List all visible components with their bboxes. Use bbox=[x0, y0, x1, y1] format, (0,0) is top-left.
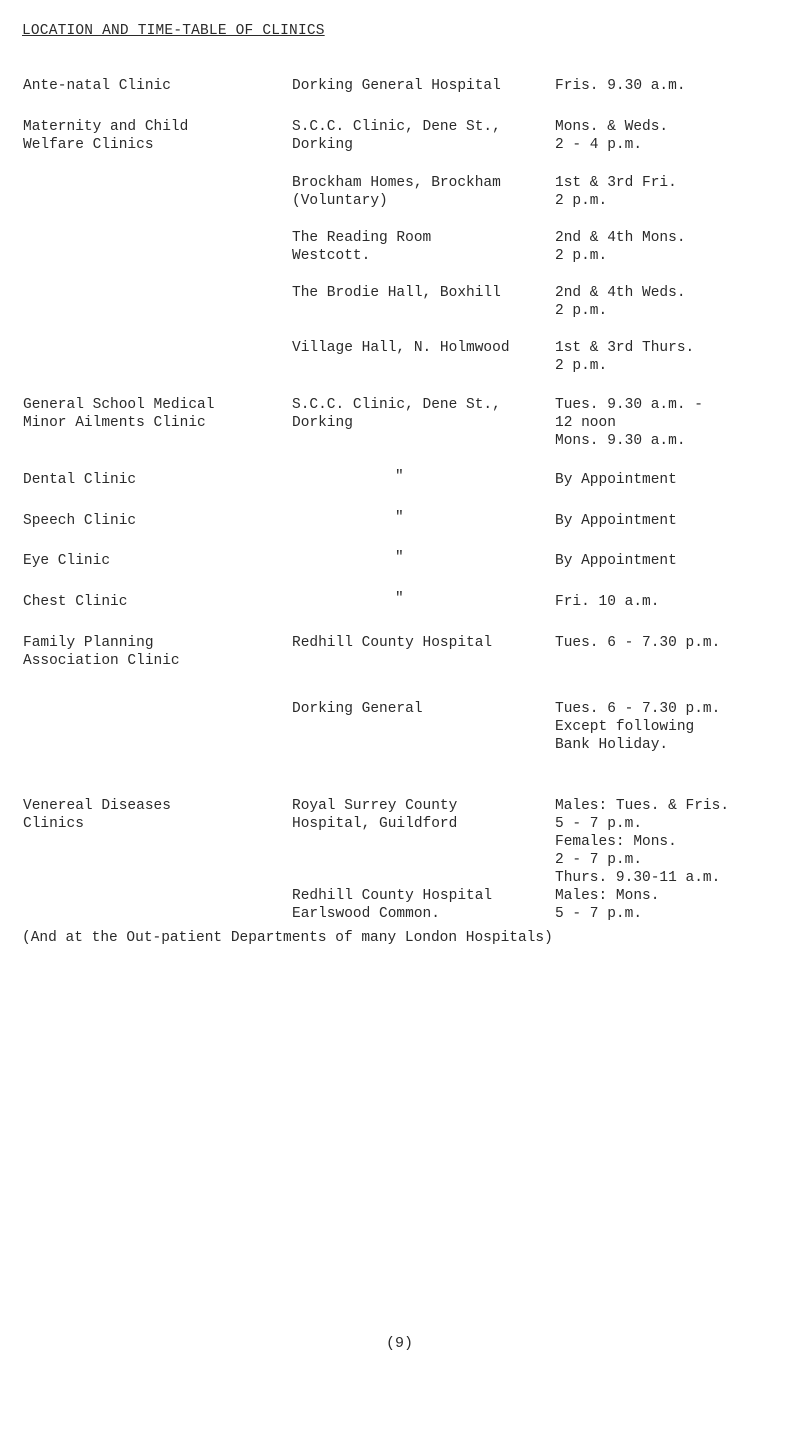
ditto-mark: " bbox=[395, 469, 404, 485]
clinic-time: Mons. & Weds. 2 - 4 p.m. bbox=[555, 119, 669, 153]
ditto-mark: " bbox=[395, 550, 404, 566]
clinic-name: Maternity and Child Welfare Clinics bbox=[23, 119, 189, 153]
clinic-name: Dental Clinic bbox=[23, 472, 137, 488]
clinic-location: S.C.C. Clinic, Dene St., Dorking bbox=[292, 397, 501, 431]
clinic-time: Tues. 9.30 a.m. - 12 noon Mons. 9.30 a.m. bbox=[555, 397, 703, 449]
clinic-location: Dorking General bbox=[292, 701, 423, 717]
clinic-time: Fris. 9.30 a.m. bbox=[555, 78, 686, 94]
clinic-name: Venereal Diseases Clinics bbox=[23, 798, 171, 832]
clinic-time: Tues. 6 - 7.30 p.m. bbox=[555, 635, 721, 651]
page-title: LOCATION AND TIME-TABLE OF CLINICS bbox=[22, 23, 325, 39]
clinic-location: Village Hall, N. Holmwood bbox=[292, 340, 510, 356]
clinic-time: Males: Mons. 5 - 7 p.m. bbox=[555, 888, 660, 922]
clinic-location: Royal Surrey County Hospital, Guildford bbox=[292, 798, 458, 832]
clinic-time: By Appointment bbox=[555, 472, 677, 488]
clinic-name: Chest Clinic bbox=[23, 594, 128, 610]
clinic-time: By Appointment bbox=[555, 513, 677, 529]
clinic-location: Redhill County Hospital Earlswood Common. bbox=[292, 888, 493, 922]
clinic-location: Brockham Homes, Brockham (Voluntary) bbox=[292, 175, 501, 209]
clinic-time: Males: Tues. & Fris. 5 - 7 p.m. Females: Mons. 2 - 7 p.m. Thurs. 9.30-11 a.m. bbox=[555, 798, 730, 886]
clinic-location: S.C.C. Clinic, Dene St., Dorking bbox=[292, 119, 501, 153]
clinic-time: Fri. 10 a.m. bbox=[555, 594, 660, 610]
clinic-time: Tues. 6 - 7.30 p.m. Except following Bank Holiday. bbox=[555, 701, 721, 753]
clinic-time: 1st & 3rd Fri. 2 p.m. bbox=[555, 175, 677, 209]
ditto-mark: " bbox=[395, 510, 404, 526]
clinic-name: Family Planning Association Clinic bbox=[23, 635, 180, 669]
clinic-name: Speech Clinic bbox=[23, 513, 137, 529]
clinic-location: The Reading Room Westcott. bbox=[292, 230, 432, 264]
clinic-time: 2nd & 4th Weds. 2 p.m. bbox=[555, 285, 686, 319]
clinic-name: Ante-natal Clinic bbox=[23, 78, 171, 94]
clinic-name: Eye Clinic bbox=[23, 553, 111, 569]
ditto-mark: " bbox=[395, 591, 404, 607]
clinic-name: General School Medical Minor Ailments Clinic bbox=[23, 397, 215, 431]
clinic-location: The Brodie Hall, Boxhill bbox=[292, 285, 501, 301]
clinic-time: By Appointment bbox=[555, 553, 677, 569]
clinic-time: 2nd & 4th Mons. 2 p.m. bbox=[555, 230, 686, 264]
clinic-location: Dorking General Hospital bbox=[292, 78, 501, 94]
clinic-location: Redhill County Hospital bbox=[292, 635, 493, 651]
page-number: (9) bbox=[386, 1335, 414, 1352]
footer-note: (And at the Out-patient Departments of many London Hospitals) bbox=[22, 930, 553, 946]
clinic-time: 1st & 3rd Thurs. 2 p.m. bbox=[555, 340, 695, 374]
